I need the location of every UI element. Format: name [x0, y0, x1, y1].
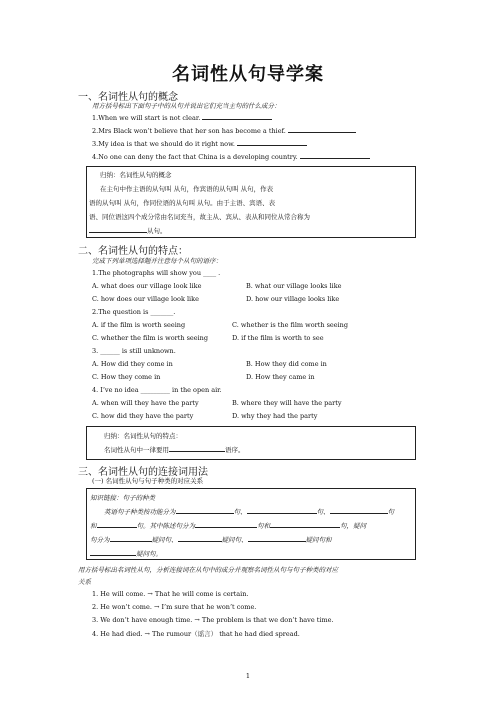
s3-box-line-2: 英语句子种类按功能分为 句、 句、 句 — [104, 508, 394, 516]
q2-option-d: D. if the film is worth to see — [232, 334, 324, 342]
q4-option-b: B. where they will have the party — [232, 399, 342, 407]
q1-option-b: B. what our village looks like — [246, 282, 342, 290]
s1-item-1: 1.When we will start is not clear. — [92, 113, 272, 122]
s3-item-4: 4. He had died. → The rumour（谣言） that he had died spread. — [92, 630, 300, 638]
s3-instruction-line-1: 用方括号标出名词性从句，分析连接词在从句中的成分并观察名词性从句与句子种类的对应 — [78, 566, 338, 574]
s2-box-line-1: 归纳：名词性从句的特点： — [104, 432, 182, 440]
s3-box-line-1: 知识链接：句子的种类 — [90, 494, 155, 502]
s3-instruction-line-2: 关系 — [78, 578, 91, 586]
s1-box-line-1: 归纳：名词性从句的概念 — [100, 171, 172, 179]
s1-item-2: 2.Mrs Black won’t believe that her son has become a thief. — [92, 126, 356, 135]
q3-stem: 3. ______ is still unknown. — [92, 347, 176, 355]
q2-option-c: C. whether the film is worth seeing — [92, 334, 209, 342]
q1-option-a: A. what does our village look like — [92, 282, 202, 290]
section-3-subheading: (一) 名词性从句与句子种类的对应关系 — [92, 477, 204, 485]
s2-box-line-2: 名词性从句中一律要用 语序。 — [104, 446, 245, 454]
q3-option-c: C. How they come in — [92, 373, 161, 381]
q3-option-d: D. How they came in — [246, 373, 315, 381]
q2-option-a: A. if the film is worth seeing — [92, 321, 186, 329]
section-2-heading: 二、名词性从句的特点： — [78, 246, 188, 257]
section-1-instruction: 用方括号标出下面句子中的从句并说出它们充当主句的什么成分： — [92, 102, 281, 110]
s3-box-line-4: 句分为 疑问句、 疑问句、 疑问句和 — [90, 536, 332, 544]
q3-option-a: A. How did they come in — [92, 360, 173, 368]
section-1-heading: 一、名词性从句的概念 — [78, 92, 178, 103]
q1-option-d: D. how our village looks like — [246, 295, 340, 303]
s3-item-3: 3. We don’t have enough time. → The problem is that we don’t have time. — [92, 616, 334, 624]
page-number: 1 — [245, 672, 251, 680]
s1-box-line-5: 从句。 — [89, 226, 167, 235]
q4-option-a: A. when will they have the party — [92, 399, 199, 407]
section-2-instruction: 完成下列单项选择题并注意每个从句的语序： — [92, 257, 222, 265]
q3-option-b: B. How they did come in — [246, 360, 327, 368]
q1-stem: 1.The photographs will show you ____ . — [92, 269, 221, 277]
s3-box-line-5: 疑问句。 — [90, 549, 162, 558]
q2-stem: 2.The question is _______. — [92, 308, 176, 316]
s1-box-line-4: 语、同位语这四个成分常由名词充当，故主从、宾从、表从和同位从常合称为 — [89, 213, 310, 221]
page-title: 名词性从句导学案 — [172, 64, 324, 85]
q1-option-c: C. how does our village look like — [92, 295, 199, 303]
s3-box-line-3: 和 句。其中陈述句分为 句和 句，疑问 — [90, 522, 366, 530]
q4-stem: 4. I’ve no idea _________ in the open air. — [92, 386, 222, 394]
s1-item-4: 4.No one can deny the fact that China is a developing country. — [92, 152, 370, 161]
q2-option-b: C. whether is the film worth seeing — [232, 321, 349, 329]
section-3-heading: 三、名词性从句的连接词用法 — [78, 467, 208, 478]
s1-box-line-3: 语的从句叫 从句，作同位语的从句叫 从句。由于主语、宾语、表 — [89, 199, 276, 207]
q4-option-c: C. how did they have the party — [92, 412, 194, 420]
s1-item-3: 3.My idea is that we should do it right now. — [92, 139, 307, 148]
s3-item-1: 1. He will come. → That he will come is certain. — [92, 590, 249, 598]
s3-item-2: 2. He won’t come. → I’m sure that he won’t come. — [92, 603, 257, 611]
q4-option-d: D. why they had the party — [232, 412, 318, 420]
s1-box-line-2: 在主句中作主语的从句叫 从句，作宾语的从句叫 从句，作表 — [100, 185, 274, 193]
